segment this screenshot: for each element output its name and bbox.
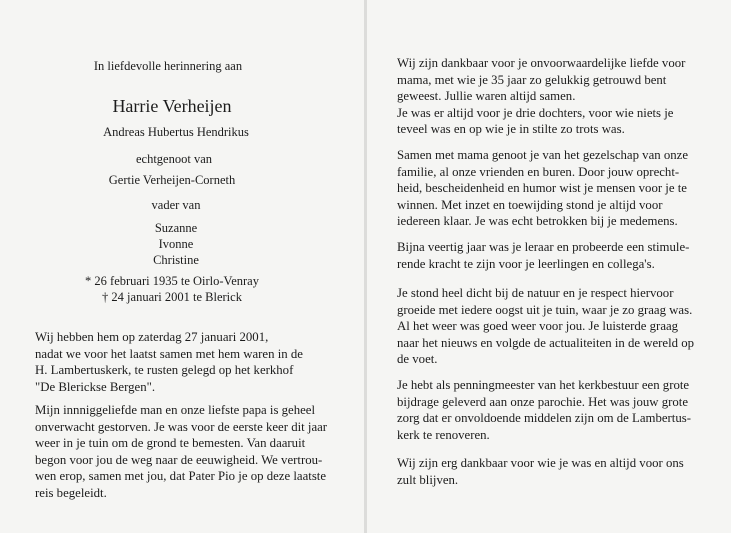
left-page (0, 0, 364, 533)
text-line: onverwacht gestorven. Je was voor de eerste keer dit jaar (35, 419, 328, 434)
text-line: Bijna veertig jaar was je leraar en probeerde een stimule- (397, 240, 690, 254)
burial-paragraph (35, 329, 350, 395)
father-label: vader van (151, 198, 201, 212)
text-line: groeide met iedere oogst uit je tuin, waar je zo graag was. (397, 302, 693, 317)
child-name: Christine (153, 253, 199, 267)
text-line: Mijn innniggeliefde man en onze liefste papa is geheel (35, 403, 316, 417)
text-line: mama, met wie je 35 jaar zo gelukkig getrouwd bent (397, 72, 667, 87)
text-line: wen erop, samen met jou, dat Pater Pio je op deze laatste (35, 469, 327, 484)
child-name: Ivonne (158, 237, 194, 251)
text-line: iedereen klaar. Je was echt betrokken bij je medemens. (397, 214, 678, 229)
text-line: Wij zijn dankbaar voor je onvoorwaardelijke liefde voor (397, 56, 686, 70)
deceased-name: Harrie Verheijen (112, 96, 232, 116)
birth-line: * 26 februari 1935 te Oirlo-Venray (85, 274, 259, 288)
intro-line: In liefdevolle herinnering aan (93, 59, 243, 73)
death-line: † 24 januari 2001 te Blerick (102, 290, 242, 304)
text-line: de voet. (397, 352, 438, 367)
closing-paragraph (397, 455, 722, 488)
right-page (367, 0, 731, 533)
text-line: zult blijven. (397, 472, 459, 487)
family-paragraph (397, 147, 722, 230)
text-line: geweest. Jullie waren altijd samen. (397, 89, 576, 104)
text-line: begon voor jou de weg naar de eeuwigheid. We vertrou- (35, 452, 323, 467)
text-line: "De Blerickse Bergen". (35, 379, 156, 394)
text-line: Al het weer was goed weer voor jou. Je luisterde graag (397, 319, 679, 334)
text-line: teveel was en op wie je in stilte zo trots was. (397, 122, 625, 137)
text-line: heid, bescheidenheid en humor wist je mensen voor je te (397, 181, 687, 196)
text-line: H. Lambertuskerk, te rusten gelegd op het kerkhof (35, 363, 294, 378)
text-line: Je was er altijd voor je drie dochters, voor wie niets je (397, 105, 674, 120)
text-line: Wij zijn erg dankbaar voor wie je was en altijd voor ons (397, 456, 684, 470)
gratitude-paragraph (397, 55, 722, 138)
text-line: zorg dat er onvoldoende middelen zijn om de Lambertus- (397, 411, 692, 426)
nature-paragraph (397, 285, 722, 368)
full-name: Andreas Hubertus Hendrikus (103, 125, 249, 139)
death-paragraph (35, 402, 350, 502)
spouse-label: echtgenoot van (135, 152, 212, 166)
child-name: Suzanne (154, 221, 198, 235)
text-line: winnen. Met inzet en toewijding stond je altijd voor (397, 197, 663, 212)
teacher-paragraph (397, 239, 722, 272)
text-line: Je stond heel dicht bij de natuur en je respect hiervoor (397, 286, 674, 300)
text-line: reis begeleidt. (35, 485, 107, 500)
text-line: kerk te renoveren. (397, 427, 490, 442)
text-line: weer in je tuin om de grond te bemesten. Van daaruit (35, 436, 306, 451)
text-line: rende kracht te zijn voor je leerlingen en collega's. (397, 256, 655, 271)
text-line: Je hebt als penningmeester van het kerkbestuur een grote (397, 378, 690, 392)
text-line: familie, al onze vrienden en buren. Door jouw oprecht- (397, 164, 680, 179)
church-paragraph (397, 377, 722, 443)
text-line: Samen met mama genoot je van het gezelschap van onze (397, 148, 689, 162)
text-line: bijdrage geleverd aan onze parochie. Het was jouw grote (397, 394, 689, 409)
text-line: Wij hebben hem op zaterdag 27 januari 2001, (35, 330, 269, 344)
spouse-name: Gertie Verheijen-Corneth (108, 173, 236, 187)
text-line: nadat we voor het laatst samen met hem waren in de (35, 346, 303, 361)
text-line: naar het nieuws en volgde de actualiteiten in de wereld op (397, 335, 695, 350)
